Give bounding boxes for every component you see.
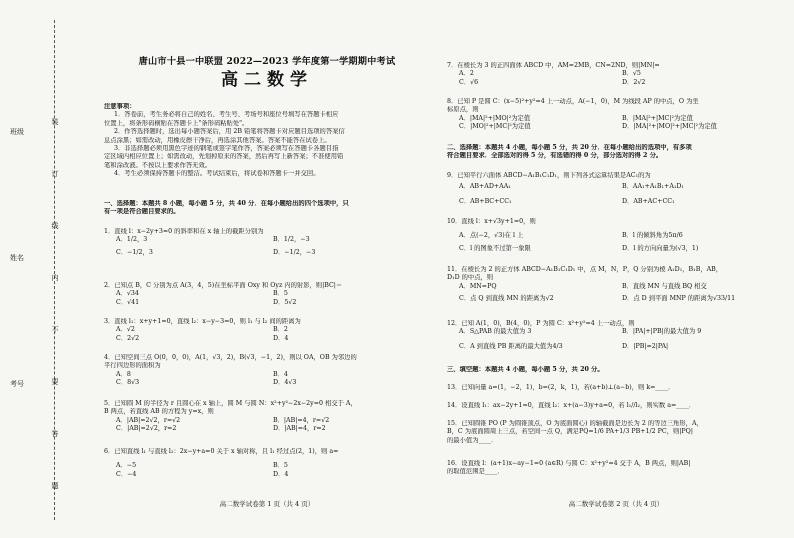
question-stem-2: B 两点，若直线 AB 的方程为 y=x，则 <box>104 408 214 416</box>
option-c: C．√6 <box>459 78 479 86</box>
option-c: C．l 的图象不过第一象限 <box>459 244 531 252</box>
question-stem: 7．在棱长为 3 的正四面体 ABCD 中，AM=2MB，CN=2ND，则|MN|= <box>447 62 660 69</box>
option-b: B．√5 <box>622 70 641 78</box>
notes <box>104 103 430 179</box>
question-stem-2: 标原点，则 <box>447 106 479 114</box>
option-c: C．−1/2，3 <box>116 248 153 256</box>
option-c: C．−4 <box>116 470 137 478</box>
note-line: 定区域内相应位置上；如需改动，先划掉原来的答案，然后再写上新答案；不准使用铅 <box>104 153 344 161</box>
question-stem: 12．已知 A(1，0)，B(4，0)，P 为圆 C：x²+y²=4 上一动点，则 <box>447 320 635 327</box>
option-c: C．8√3 <box>116 379 140 387</box>
question-15 <box>447 420 785 445</box>
option-a: A．|MA|²+|MO|²为定值 <box>459 114 531 122</box>
option-b: B．l 的倾斜角为5π/6 <box>622 232 683 240</box>
option-b: B．1/2，−3 <box>273 236 310 244</box>
option-a: A．2 <box>459 70 474 78</box>
option-b: B．|AB|=4，r=√2 <box>273 416 330 424</box>
option-a: A．S△PAB 的最大值为 3 <box>459 328 532 336</box>
question-stem: 15．已知圆锥 PO (P 为圆锥顶点，O 为底面圆心) 的轴截面是边长为 2 的等边三角形，A， <box>447 420 703 427</box>
question-10 <box>447 218 785 253</box>
question-stem: 13．已知向量 a=(1，−2，1)，b=(2，k，1)，若(a+b)⊥(a−b)，则 k=____． <box>447 384 675 391</box>
option-a: A．AB+AD+AA₁ <box>459 183 511 191</box>
question-6 <box>104 448 430 479</box>
page-2 <box>447 0 785 538</box>
question-1 <box>104 228 430 257</box>
note-line: 4．考生必须保持答题卡的整洁。考试结束后，将试卷和答题卡一并交回。 <box>114 170 320 178</box>
question-2 <box>104 282 430 307</box>
question-stem: 11．在棱长为 2 的正方体 ABCD−A₁B₁C₁D₁ 中，点 M，N，P，Q 分别为棱 A₁D₁，B₁B，AB， <box>447 266 723 273</box>
option-d: D．AB+AC+CC₁ <box>622 197 675 205</box>
option-d: D．|MA|²+|MO|²+|MC|²为定值 <box>622 123 717 131</box>
option-b: B．2 <box>273 326 288 334</box>
note-line: 位置上，将条形码横贴在答题卡上"条形码粘贴处"。 <box>104 119 249 127</box>
option-a: A．−5 <box>116 462 137 470</box>
question-3 <box>104 318 430 343</box>
option-a: A．|AB|=2√2，r=√2 <box>116 416 181 424</box>
question-stem-2: B，C 为底面圆周上三点，若空间一点 Q，满足PQ=1/6 PA+1/3 PB+1/2 PC，则|PQ| <box>447 428 693 436</box>
margin-mark: 装 <box>51 118 59 126</box>
section-3-heading <box>447 366 785 374</box>
question-stem: 9．已知平行六面体 ABCD−A₁B₁C₁D₁，则下列各式运算结果是AC₁的为 <box>447 172 651 179</box>
note-line: 笔和涂改液。不按以上要求作答无效。 <box>104 161 212 169</box>
option-d: D．点 D 到平面 MNP 的距离为√33/11 <box>622 295 736 303</box>
question-11 <box>447 266 785 304</box>
question-stem-2: D₁D 的中点，则 <box>447 274 494 282</box>
question-8 <box>447 98 785 132</box>
margin-mark: 题 <box>51 482 59 490</box>
option-d: D．5√2 <box>273 298 297 306</box>
option-b: B．|PA|+|PB|的最大值为 9 <box>622 328 702 336</box>
notes-title: 注意事项： <box>104 103 136 110</box>
option-b: B．|MA|²+|MC|²为定值 <box>622 114 693 122</box>
margin-class-label: 班级 <box>10 128 24 136</box>
question-stem-2: 的取值范围是____． <box>447 468 504 476</box>
question-stem: 16．设直线 l：(a+1)x−ay−1=0 (a∈R) 与圆 C：x²+y²=4 交于 A，B 两点，则|AB| <box>447 460 691 467</box>
margin-mark: 订 <box>51 170 59 178</box>
note-line: 1．答卷前，考生务必将自己的姓名、考生号、考场号和座位号填写在答题卡相应 <box>114 111 339 119</box>
question-stem: 8．已知 P 是圆 C：(x−5)²+y²=4 上一动点，A(−1，0)，M 为线段 AP 的中点，O 为坐 <box>447 98 699 105</box>
option-a: A．点(−2，√3)在 l 上 <box>459 232 524 240</box>
section-2-title-2: 符合题目要求．全部选对的得 5 分，有选错的得 0 分，部分选对的得 2 分。 <box>447 152 663 160</box>
note-line: 2．作答选择题时，选出每小题答案后，用 2B 铅笔将答题卡对应题目选项的答案信 <box>114 128 345 136</box>
question-stem: 4．已知空间三点 O(0，0，0)，A(1，√3，2)，B(√3，−1，2)，则以 OA，OB 为邻边的 <box>104 354 357 361</box>
margin-mark: 答 <box>51 430 59 438</box>
option-c: C．√41 <box>116 298 140 306</box>
option-c: C．点 Q 到直线 MN 的距离为√2 <box>459 295 554 303</box>
note-line: 息点涂黑；如需改动，用橡皮擦干净后，再选涂其他答案。答案不能答在试卷上。 <box>104 136 331 144</box>
subject-title: 高二数学 <box>221 70 313 90</box>
option-a: A．8 <box>116 370 131 378</box>
margin-id-label: 考号 <box>10 380 24 388</box>
question-stem: 10．直线 l：x+√3y+1=0，则 <box>447 218 536 225</box>
page-1 <box>104 0 430 538</box>
option-a: A．√34 <box>116 290 139 298</box>
question-12 <box>447 320 785 351</box>
question-stem-2: 平行四边形的面积为 <box>104 362 161 370</box>
option-d: D．−1/2，−3 <box>273 248 316 256</box>
question-stem: 5．已知圆 M 的半径为 r 且圆心在 x 轴上，圆 M 与圆 N：x²+y²−2x−2y=0 相交于 A， <box>104 400 357 407</box>
option-d: D．|AB|=4，r=2 <box>273 425 326 433</box>
option-c: C．A 到直线 PB 距离的最大值为4/3 <box>459 342 563 350</box>
option-c: C．2√2 <box>116 334 140 342</box>
option-d: D．l 的方向向量为(√3，1) <box>622 244 699 252</box>
option-b: B．5 <box>273 290 288 298</box>
fold-line <box>54 20 55 520</box>
option-a: A．√2 <box>116 326 135 334</box>
question-5 <box>104 400 430 434</box>
option-d: D．|PB|=2|PA| <box>622 342 669 350</box>
binding-margin <box>10 0 70 538</box>
question-14 <box>447 402 785 410</box>
option-d: D．4√3 <box>273 379 297 387</box>
option-a: A．1/2，3 <box>116 236 148 244</box>
option-b: B．5 <box>273 462 288 470</box>
section-1-title-2: 有一项是符合题目要求的。 <box>104 208 180 216</box>
margin-mark: 线 <box>51 222 59 230</box>
option-d: D．2√2 <box>622 78 646 86</box>
page-1-footer: 高二数学试卷第 1 页（共 4 页） <box>219 500 315 508</box>
question-16 <box>447 460 785 477</box>
question-4 <box>104 354 430 388</box>
question-stem: 6．已知直线 l₁ 与直线 l₂：2x−y+a=0 关于 x 轴对称，且 l₁ 经过点(2，1)，则 a= <box>104 448 339 455</box>
question-stem: 14．设直线 l₁：ax−2y+1=0，直线 l₂：x+(a−3)y+a=0，若 l₁//l₂，则实数 a=____． <box>447 402 696 409</box>
option-b: B．4 <box>273 370 288 378</box>
option-b: B．AA₁+A₁B₁+A₁D₁ <box>622 183 684 191</box>
question-stem-3: 的最小值为____． <box>447 436 498 444</box>
option-c: C．|AB|=2√2，r=2 <box>116 425 177 433</box>
note-line: 3．非选择题必须用黑色字迹的钢笔或签字笔作答，答案必须写在答题卡各题目指 <box>114 145 339 153</box>
question-7 <box>447 62 785 87</box>
margin-mark: 不 <box>51 326 59 334</box>
margin-mark: 内 <box>51 274 59 282</box>
option-d: D．4 <box>273 470 289 478</box>
section-3-title: 三、填空题：本题共 4 小题，每小题 5 分，共 20 分。 <box>447 366 604 373</box>
section-2-heading <box>447 144 785 161</box>
option-b: B．直线 MN 与直线 BQ 相交 <box>622 282 707 290</box>
option-d: D．4 <box>273 334 289 342</box>
question-9 <box>447 172 785 206</box>
question-13 <box>447 384 785 392</box>
option-a: A．MN=PQ <box>459 282 497 290</box>
question-stem: 2．已知点 B，C 分别为点 A(3，4，5)在坐标平面 Oxy 和 Oyz 内的射影，则|BC|＝ <box>104 282 343 289</box>
section-2-title: 二、选择题：本题共 4 小题，每小题 5 分，共 20 分．在每小题给出的选项中，有多项 <box>447 144 692 151</box>
margin-name-label: 姓名 <box>10 254 24 262</box>
section-1-heading <box>104 200 430 217</box>
option-c: C．AB+BC+CC₁ <box>459 197 512 205</box>
question-stem: 1．直线 l：x−2y+3=0 的斜率和在 x 轴上的截距分别为 <box>104 228 264 235</box>
page-2-footer: 高二数学试卷第 2 页（共 4 页） <box>568 500 664 508</box>
margin-mark: 要 <box>51 378 59 386</box>
exam-title: 唐山市十县一中联盟 2022—2023 学年度第一学期期中考试 <box>138 56 396 67</box>
question-stem: 3．直线 l₁：x+y+1=0，直线 l₂：x−y−3=0，则 l₁ 与 l₂ 间的距离为 <box>104 318 301 325</box>
section-1-title: 一、选择题：本题共 8 小题，每小题 5 分，共 40 分．在每小题给出的四个选项中，只 <box>104 200 349 207</box>
option-c: C．|MO|²+|MC|²为定值 <box>459 123 531 131</box>
